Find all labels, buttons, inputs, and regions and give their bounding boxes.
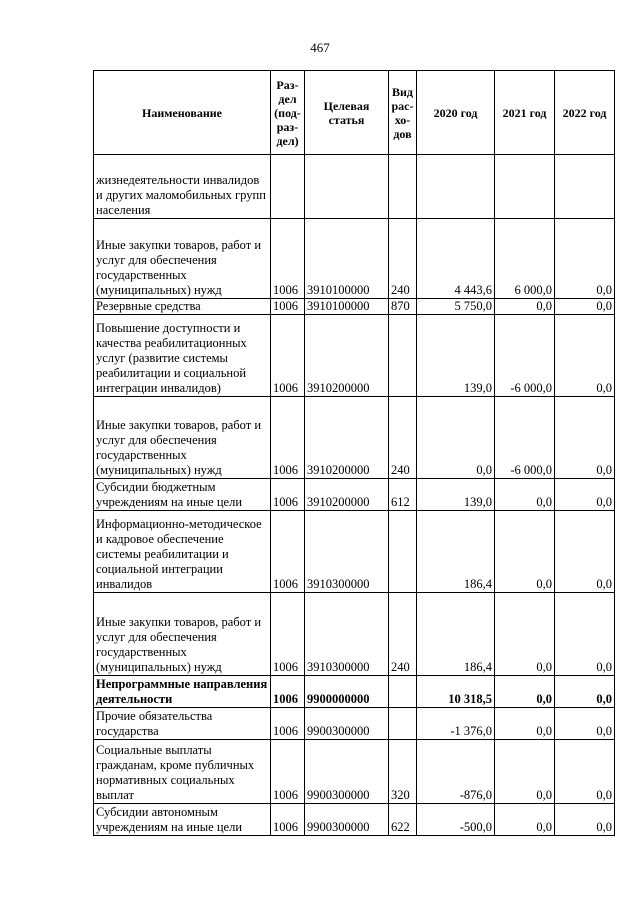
row-2022: 0,0 bbox=[555, 397, 615, 479]
header-target: Целевая статья bbox=[305, 71, 389, 155]
row-target: 3910300000 bbox=[305, 593, 389, 676]
row-target: 3910300000 bbox=[305, 511, 389, 593]
row-2021: 0,0 bbox=[495, 804, 555, 836]
row-name: Иные закупки товаров, работ и услуг для обеспечения государственных (муниципальных) нужд bbox=[94, 593, 271, 676]
row-2021: 0,0 bbox=[495, 479, 555, 511]
header-name: Наименование bbox=[94, 71, 271, 155]
row-2021: 0,0 bbox=[495, 676, 555, 708]
row-kind: 240 bbox=[389, 593, 417, 676]
row-2020: -500,0 bbox=[417, 804, 495, 836]
row-kind bbox=[389, 315, 417, 397]
row-2021 bbox=[495, 155, 555, 219]
row-2020: 5 750,0 bbox=[417, 299, 495, 315]
row-2020 bbox=[417, 155, 495, 219]
row-kind: 870 bbox=[389, 299, 417, 315]
row-name: Иные закупки товаров, работ и услуг для обеспечения государственных (муниципальных) нужд bbox=[94, 397, 271, 479]
row-kind: 612 bbox=[389, 479, 417, 511]
table-row bbox=[94, 155, 615, 219]
table-row bbox=[94, 397, 615, 479]
row-2020: 139,0 bbox=[417, 479, 495, 511]
row-2022: 0,0 bbox=[555, 299, 615, 315]
row-2022: 0,0 bbox=[555, 315, 615, 397]
row-2020: -1 376,0 bbox=[417, 708, 495, 740]
row-section: 1006 bbox=[271, 315, 305, 397]
table-row bbox=[94, 708, 615, 740]
row-2022: 0,0 bbox=[555, 804, 615, 836]
row-name: Информационно-методическое и кадровое обеспечение системы реабилитации и социальной интеграции инвалидов bbox=[94, 511, 271, 593]
row-2020: 186,4 bbox=[417, 511, 495, 593]
row-target: 3910200000 bbox=[305, 315, 389, 397]
row-2021: 0,0 bbox=[495, 740, 555, 804]
row-name: Иные закупки товаров, работ и услуг для обеспечения государственных (муниципальных) нужд bbox=[94, 219, 271, 299]
row-target: 3910100000 bbox=[305, 219, 389, 299]
row-section: 1006 bbox=[271, 219, 305, 299]
row-target bbox=[305, 155, 389, 219]
row-kind: 622 bbox=[389, 804, 417, 836]
row-kind: 240 bbox=[389, 397, 417, 479]
row-name: Повышение доступности и качества реабилитационных услуг (развитие системы реабилитации и социальной интеграции инвалидов) bbox=[94, 315, 271, 397]
row-kind: 320 bbox=[389, 740, 417, 804]
row-2022 bbox=[555, 155, 615, 219]
row-section: 1006 bbox=[271, 479, 305, 511]
row-section: 1006 bbox=[271, 593, 305, 676]
row-section: 1006 bbox=[271, 397, 305, 479]
row-name: Социальные выплаты гражданам, кроме публичных нормативных социальных выплат bbox=[94, 740, 271, 804]
row-target: 9900300000 bbox=[305, 708, 389, 740]
row-2020: 10 318,5 bbox=[417, 676, 495, 708]
row-2020: 4 443,6 bbox=[417, 219, 495, 299]
row-2020: -876,0 bbox=[417, 740, 495, 804]
row-name: Субсидии автономным учреждениям на иные цели bbox=[94, 804, 271, 836]
row-2021: -6 000,0 bbox=[495, 397, 555, 479]
row-section: 1006 bbox=[271, 676, 305, 708]
row-2022: 0,0 bbox=[555, 708, 615, 740]
row-section: 1006 bbox=[271, 511, 305, 593]
table-row bbox=[94, 299, 615, 315]
table-row bbox=[94, 219, 615, 299]
row-2022: 0,0 bbox=[555, 740, 615, 804]
row-name: жизнедеятельности инвалидов и других маломобильных групп населения bbox=[94, 155, 271, 219]
row-section: 1006 bbox=[271, 299, 305, 315]
row-section: 1006 bbox=[271, 740, 305, 804]
page-number: 467 bbox=[310, 40, 330, 55]
row-name: Резервные средства bbox=[94, 299, 271, 315]
row-2021: 0,0 bbox=[495, 511, 555, 593]
table-row bbox=[94, 479, 615, 511]
table-body bbox=[94, 155, 615, 836]
row-name: Непрограммные направления деятельности bbox=[94, 676, 271, 708]
row-2021: 0,0 bbox=[495, 593, 555, 676]
row-2020: 186,4 bbox=[417, 593, 495, 676]
row-kind bbox=[389, 676, 417, 708]
row-target: 9900000000 bbox=[305, 676, 389, 708]
header-2021: 2021 год bbox=[495, 71, 555, 155]
row-2020: 0,0 bbox=[417, 397, 495, 479]
row-kind bbox=[389, 155, 417, 219]
row-2022: 0,0 bbox=[555, 593, 615, 676]
row-section: 1006 bbox=[271, 804, 305, 836]
row-kind bbox=[389, 511, 417, 593]
header-row bbox=[94, 71, 615, 155]
table-row bbox=[94, 804, 615, 836]
table-row bbox=[94, 676, 615, 708]
row-kind bbox=[389, 708, 417, 740]
row-2021: 0,0 bbox=[495, 299, 555, 315]
row-target: 3910200000 bbox=[305, 397, 389, 479]
row-name: Прочие обязательства государства bbox=[94, 708, 271, 740]
header-2022: 2022 год bbox=[555, 71, 615, 155]
row-2022: 0,0 bbox=[555, 511, 615, 593]
row-2020: 139,0 bbox=[417, 315, 495, 397]
table-row bbox=[94, 511, 615, 593]
header-kind: Вид рас- хо- дов bbox=[389, 71, 417, 155]
row-section bbox=[271, 155, 305, 219]
row-target: 9900300000 bbox=[305, 740, 389, 804]
row-target: 3910200000 bbox=[305, 479, 389, 511]
row-2022: 0,0 bbox=[555, 219, 615, 299]
budget-table bbox=[93, 70, 615, 836]
table-row bbox=[94, 740, 615, 804]
row-name: Субсидии бюджетным учреждениям на иные цели bbox=[94, 479, 271, 511]
table-row bbox=[94, 593, 615, 676]
row-2022: 0,0 bbox=[555, 479, 615, 511]
header-2020: 2020 год bbox=[417, 71, 495, 155]
row-kind: 240 bbox=[389, 219, 417, 299]
row-2021: 0,0 bbox=[495, 708, 555, 740]
header-section: Раз- дел (под- раз- дел) bbox=[271, 71, 305, 155]
row-2022: 0,0 bbox=[555, 676, 615, 708]
row-section: 1006 bbox=[271, 708, 305, 740]
row-target: 9900300000 bbox=[305, 804, 389, 836]
row-2021: 6 000,0 bbox=[495, 219, 555, 299]
row-target: 3910100000 bbox=[305, 299, 389, 315]
row-2021: -6 000,0 bbox=[495, 315, 555, 397]
table-row bbox=[94, 315, 615, 397]
